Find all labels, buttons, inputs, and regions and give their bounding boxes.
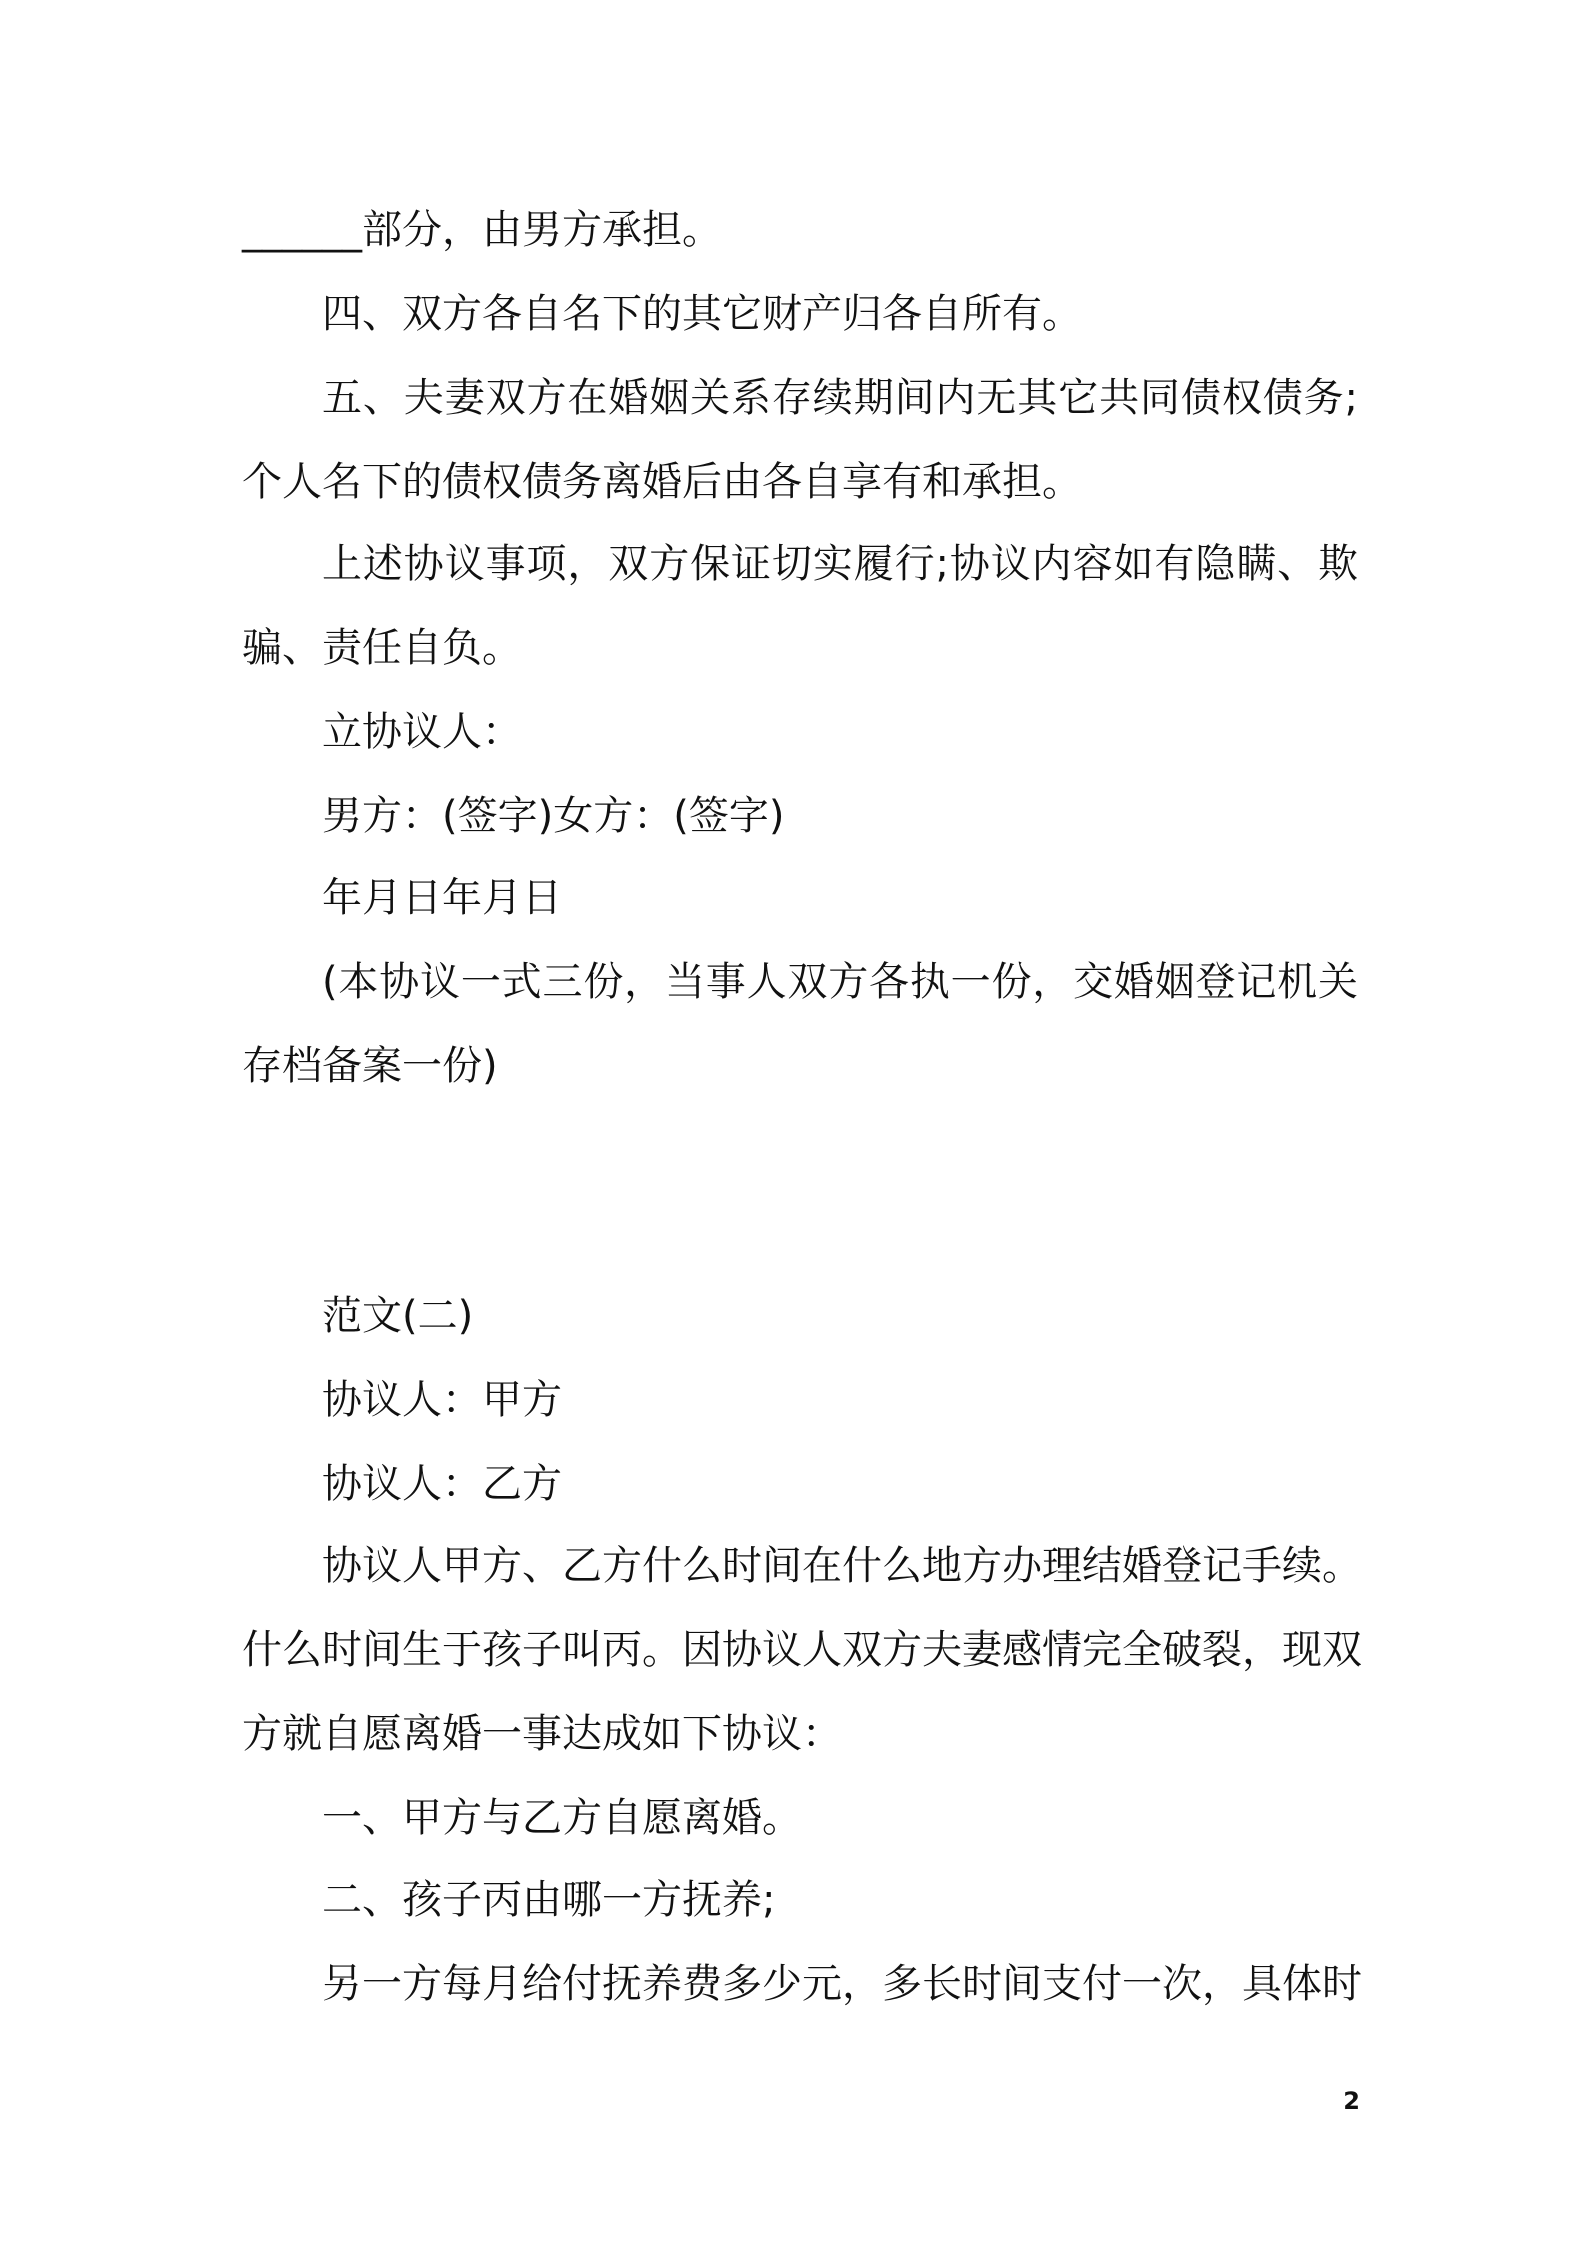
text-line: 二、孩子丙由哪一方抚养; bbox=[322, 1877, 776, 1923]
text-line: 男方：(签字)女方：(签字) bbox=[322, 793, 785, 839]
text-line: 存档备案一份) bbox=[242, 1043, 498, 1089]
text-line: 协议人：乙方 bbox=[322, 1461, 562, 1507]
text-line: 什么时间生于孩子叫丙。因协议人双方夫妻感情完全破裂，现双 bbox=[242, 1627, 1362, 1673]
text-line: 年月日年月日 bbox=[322, 875, 562, 921]
text-line: ______部分，由男方承担。 bbox=[242, 207, 722, 253]
text-line: 方就自愿离婚一事达成如下协议： bbox=[242, 1711, 842, 1757]
text-line: 协议人：甲方 bbox=[322, 1377, 562, 1423]
text-line: (本协议一式三份，当事人双方各执一份，交婚姻登记机关 bbox=[322, 959, 1358, 1005]
page-number: 2 bbox=[1343, 2087, 1360, 2115]
section-heading: 范文(二) bbox=[322, 1293, 474, 1339]
text-line: 一、甲方与乙方自愿离婚。 bbox=[322, 1795, 802, 1841]
text-line: 另一方每月给付抚养费多少元，多长时间支付一次，具体时 bbox=[322, 1961, 1362, 2007]
text-line: 五、夫妻双方在婚姻关系存续期间内无其它共同债权债务; bbox=[322, 375, 1358, 421]
text-line: 四、双方各自名下的其它财产归各自所有。 bbox=[322, 291, 1082, 337]
text-line: 个人名下的债权债务离婚后由各自享有和承担。 bbox=[242, 459, 1082, 505]
text-line: 骗、责任自负。 bbox=[242, 625, 522, 671]
text-line: 上述协议事项，双方保证切实履行;协议内容如有隐瞒、欺 bbox=[322, 541, 1358, 587]
text-line: 立协议人： bbox=[322, 709, 522, 755]
text-line: 协议人甲方、乙方什么时间在什么地方办理结婚登记手续。 bbox=[322, 1543, 1362, 1589]
